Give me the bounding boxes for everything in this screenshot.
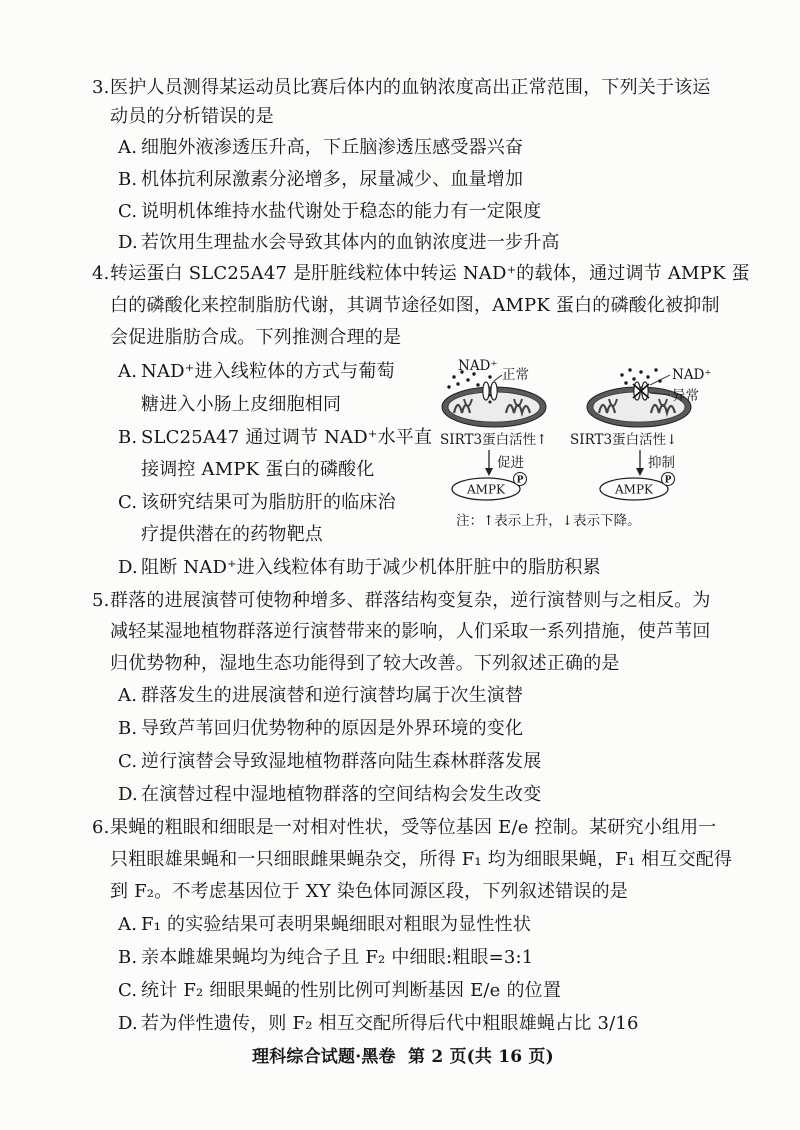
ampk-label-right: AMPK (615, 482, 653, 497)
question-stem-line: 白的磷酸化来控制脂肪代谢，其调节途径如图，AMPK 蛋白的磷酸化被抑制 (110, 295, 720, 316)
option-a-text: 细胞外液渗透压升高，下丘脑渗透压感受器兴奋 (141, 137, 524, 158)
question-stem-line: 群落的进展演替可使物种增多、群落结构变复杂，逆行演替则与之相反。为 (110, 590, 711, 611)
option-c-text: 统计 F₂ 细眼果蝇的性别比例可判断基因 E/e 的位置 (141, 980, 562, 1001)
sirt3-activity-up-label: SIRT3蛋白活性↑ (440, 432, 548, 448)
option-a-text: NAD⁺进入线粒体的方式与葡萄 (141, 361, 395, 382)
question-stem-line: 减轻某湿地植物群落逆行演替带来的影响，人们采取一系列措施，使芦苇回 (110, 621, 711, 642)
option-c-text: 疗提供潜在的药物靶点 (141, 524, 323, 545)
question-number: 3. (92, 77, 110, 98)
option-label-a: A. (118, 914, 138, 935)
option-b-text: 导致芦苇回归优势物种的原因是外界环境的变化 (141, 718, 524, 739)
question-stem-line: 果蝇的粗眼和细眼是一对相对性状，受等位基因 E/e 控制。某研究小组用一 (110, 817, 717, 838)
status-abnormal-label: 异常 (672, 388, 699, 404)
figure-note: 注：↑表示上升，↓表示下降。 (456, 513, 641, 529)
sirt3-activity-down-label: SIRT3蛋白活性↓ (570, 432, 678, 448)
phosphate-label: P (664, 475, 672, 486)
regulation-pathway-figure (434, 355, 726, 535)
question-stem-line: 会促进脂肪合成。下列推测合理的是 (110, 327, 402, 348)
nad-label-right: NAD⁺ (672, 367, 712, 383)
option-label-b: B. (118, 169, 138, 190)
inhibit-label: 抑制 (648, 455, 675, 471)
option-d-text: 在演替过程中湿地植物群落的空间结构会发生改变 (141, 784, 542, 805)
question-stem-line: 归优势物种，湿地生态功能得到了较大改善。下列叙述正确的是 (110, 653, 620, 674)
question-stem-line: 只粗眼雄果蝇和一只细眼雌果蝇杂交，所得 F₁ 均为细眼果蝇，F₁ 相互交配得 (110, 849, 733, 870)
status-normal-label: 正常 (502, 367, 529, 383)
option-label-d: D. (118, 557, 138, 578)
option-label-c: C. (118, 201, 138, 222)
option-label-c: C. (118, 751, 138, 772)
ampk-label-left: AMPK (467, 482, 505, 497)
option-d-text: 阻断 NAD⁺进入线粒体有助于减少机体肝脏中的脂肪积累 (141, 557, 601, 578)
question-stem-line: 动员的分析错误的是 (110, 106, 274, 127)
option-label-c: C. (118, 492, 138, 513)
option-c-text: 说明机体维持水盐代谢处于稳态的能力有一定限度 (141, 201, 542, 222)
arrow-down-icon (636, 450, 644, 476)
question-stem-line: 转运蛋白 SLC25A47 是肝脏线粒体中转运 NAD⁺的载体，通过调节 AMPK 蛋 (110, 263, 750, 284)
option-c-text: 逆行演替会导致湿地植物群落向陆生森林群落发展 (141, 751, 542, 772)
option-d-text: 若为伴性遗传，则 F₂ 相互交配所得后代中粗眼雄蝇占比 3/16 (141, 1013, 639, 1034)
question-number: 6. (92, 817, 110, 838)
option-a-text: 糖进入小肠上皮细胞相同 (141, 394, 342, 415)
option-b-text: 接调控 AMPK 蛋白的磷酸化 (141, 459, 375, 480)
option-label-c: C. (118, 980, 138, 1001)
option-c-text: 该研究结果可为脂肪肝的临床治 (141, 492, 396, 513)
option-label-d: D. (118, 1013, 138, 1034)
option-label-d: D. (118, 784, 138, 805)
option-b-text: 亲本雌雄果蝇均为纯合子且 F₂ 中细眼:粗眼=3:1 (141, 947, 534, 968)
option-label-d: D. (118, 232, 138, 253)
arrow-down-icon (485, 450, 493, 476)
exam-title: 理科综合试题·黑卷 (252, 1047, 396, 1067)
question-stem-line: 到 F₂。不考虑基因位于 XY 染色体同源区段，下列叙述错误的是 (110, 881, 628, 902)
phosphate-label: P (516, 475, 524, 486)
page-number: 第 2 页(共 16 页) (408, 1047, 554, 1067)
option-label-b: B. (118, 427, 138, 448)
option-label-a: A. (118, 137, 138, 158)
option-d-text: 若饮用生理盐水会导致其体内的血钠浓度进一步升高 (141, 232, 560, 253)
question-number: 5. (92, 590, 110, 611)
option-b-text: 机体抗利尿激素分泌增多，尿量减少、血量增加 (141, 169, 524, 190)
promote-label: 促进 (497, 455, 524, 471)
question-stem-line: 医护人员测得某运动员比赛后体内的血钠浓度高出正常范围，下列关于该运 (110, 77, 711, 98)
option-label-a: A. (118, 685, 138, 706)
question-number: 4. (92, 263, 110, 284)
option-a-text: 群落发生的进展演替和逆行演替均属于次生演替 (141, 685, 524, 706)
nad-label-left: NAD⁺ (458, 358, 498, 374)
option-a-text: F₁ 的实验结果可表明果蝇细眼对粗眼为显性性状 (141, 914, 532, 935)
option-label-b: B. (118, 947, 138, 968)
option-b-text: SLC25A47 通过调节 NAD⁺水平直 (141, 427, 433, 448)
option-label-a: A. (118, 361, 138, 382)
option-label-b: B. (118, 718, 138, 739)
